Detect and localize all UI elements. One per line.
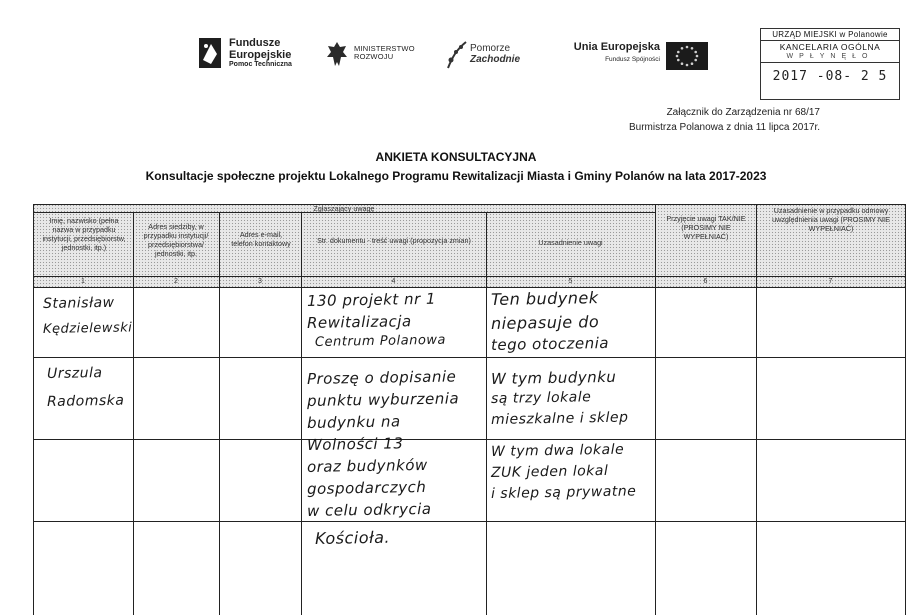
fe-logo-icon — [197, 36, 225, 70]
row2-content-line6: gospodarczych — [306, 477, 427, 498]
row1-name-line1: Stanisław — [42, 294, 115, 312]
row1-content-line1: 130 projekt nr 1 — [306, 289, 437, 310]
consultation-table — [33, 204, 906, 615]
document-subtitle: Konsultacje społeczne projektu Lokalnego Programu Rewitalizacji Miasta i Gminy Polanów na lata 2017-2023 — [145, 169, 767, 183]
row2-content-line4: Wolności 13 — [306, 434, 404, 454]
mr-line1: MINISTERSTWO — [354, 44, 415, 53]
row2-reason-line5: ZUK jeden lokal — [490, 462, 609, 481]
eu-flag-icon — [666, 42, 708, 70]
stamp-department: KANCELARIA OGÓLNA — [779, 42, 881, 52]
registry-stamp — [760, 28, 900, 100]
eagle-icon — [326, 40, 348, 68]
fe-line3: Pomoc Techniczna — [229, 61, 292, 69]
col-header-refusal: Uzasadnienie w przypadku odmowy uwzględnienia uwagi (PROSIMY NIE WYPEŁNIAĆ) — [772, 206, 890, 233]
row1-name-line2: Kędzielewski — [42, 320, 133, 337]
row2-name-line2: Radomska — [46, 392, 125, 410]
stamp-date: 2017 -08- 2 5 — [772, 69, 888, 84]
col-num-3: 3 — [258, 278, 262, 285]
row2-reason-line6: i sklep są prywatne — [490, 483, 637, 502]
fe-line2: Europejskie — [229, 48, 292, 61]
document-title: ANKIETA KONSULTACYJNA — [375, 150, 537, 164]
row2-content-line2: punktu wyburzenia — [306, 389, 460, 410]
col-num-6: 6 — [703, 278, 708, 285]
col-header-address: Adres siedziby, w przypadku instytucji/ przedsiębiorstwa/ jednostki, itp. — [143, 222, 209, 258]
pomorze-zachodnie-logo — [444, 38, 534, 76]
col-header-content: Str. dokumentu - treść uwagi (propozycja zmian) — [317, 236, 471, 245]
row1-reason-line2: niepasuje do — [490, 312, 600, 333]
annex-line-1: Załącznik do Zarządzenia nr 68/17 — [666, 107, 820, 118]
ue-line2: Fundusz Spójności — [605, 55, 660, 63]
col-num-4: 4 — [391, 278, 396, 285]
col-header-acceptance: Przyjęcie uwagi TAK/NIE (PROSIMY NIE WYPEŁNIAĆ) — [666, 214, 746, 241]
row2-content-line5: oraz budynków — [306, 455, 428, 476]
col-num-5: 5 — [568, 278, 573, 285]
row2-content-line3: budynku na — [306, 412, 401, 432]
row2-reason-line2: są trzy lokale — [490, 389, 592, 407]
unia-europejska-logo — [560, 42, 710, 72]
fe-line1: Fundusze — [229, 37, 281, 49]
annex-line-2: Burmistrza Polanowa z dnia 11 lipca 2017r. — [628, 122, 820, 133]
fundusze-europejskie-logo — [197, 36, 292, 76]
row2-content-line8: Kościoła. — [314, 527, 391, 548]
col-header-reason: Uzasadnienie uwagi — [538, 238, 603, 247]
stamp-received: WPŁYNĘŁO — [761, 53, 899, 63]
col-num-2: 2 — [174, 278, 178, 285]
ministerstwo-logo — [326, 40, 436, 74]
col-num-1: 1 — [81, 278, 85, 285]
row1-reason-line1: Ten budynek — [490, 288, 599, 309]
col-header-name: Imię, nazwisko (pełna nazwa w przypadku instytucji, przedsiębiorstw, jednostki, itp.) — [42, 216, 126, 252]
row1-reason-line3: tego otoczenia — [490, 333, 610, 354]
row1-content-line2: Rewitalizacja — [306, 312, 412, 332]
pomorze-icon — [444, 38, 470, 72]
stamp-office: URZĄD MIEJSKI w Polanowie — [761, 29, 899, 41]
row2-content-line1: Proszę o dopisanie — [306, 367, 457, 388]
row2-reason-line4: W tym dwa lokale — [490, 441, 625, 460]
row1-content-line3: Centrum Polanowa — [314, 332, 447, 350]
pz-line1: Pomorze — [470, 43, 511, 54]
row2-name-line1: Urszula — [46, 365, 103, 382]
row2-reason-line3: mieszkalne i sklep — [490, 409, 629, 428]
pz-line2: Zachodnie — [470, 53, 521, 65]
group-header-submitter: Zgłaszający uwagę — [313, 204, 375, 213]
mr-line2: ROZWOJU — [354, 51, 394, 61]
ue-line1: Unia Europejska — [573, 41, 660, 53]
col-num-7: 7 — [828, 278, 833, 285]
col-header-contact: Adres e-mail, telefon kontaktowy — [231, 230, 291, 248]
row2-content-line7: w celu odkrycia — [306, 499, 432, 520]
row2-reason-line1: W tym budynku — [490, 367, 617, 388]
